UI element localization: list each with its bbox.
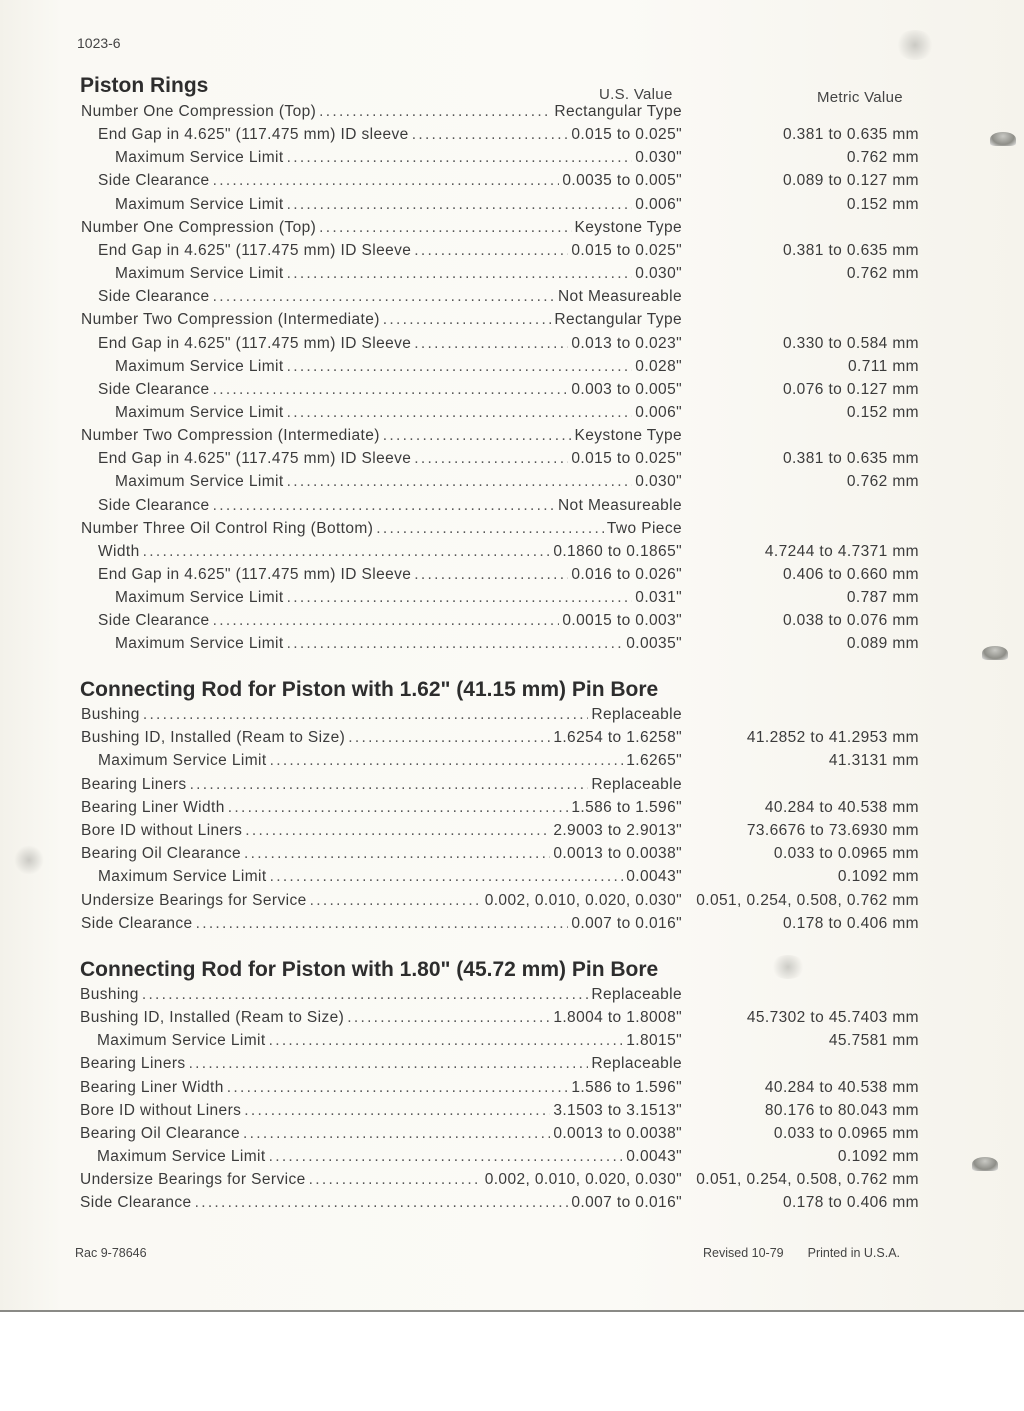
us-value: 0.015 to 0.025" [571, 241, 682, 259]
leader-dots [243, 1125, 550, 1143]
spec-row [0, 1102, 1024, 1124]
metric-value: 40.284 to 40.538 mm [764, 1078, 919, 1096]
leader-dots [287, 404, 633, 422]
smudge-mark [770, 955, 806, 979]
us-value: 1.6254 to 1.6258" [553, 729, 682, 747]
spec-row [0, 799, 1024, 821]
spec-row [0, 1079, 1024, 1101]
leader-dots [414, 335, 568, 353]
spec-line [81, 915, 682, 933]
smudge-mark [14, 845, 44, 875]
page-code: 1023-6 [77, 35, 121, 51]
leader-dots [269, 1032, 624, 1050]
metric-value: 80.176 to 80.043 mm [764, 1101, 919, 1119]
spec-line [98, 288, 682, 306]
leader-dots [213, 172, 560, 190]
spec-label: Bearing Liners [81, 775, 187, 793]
metric-value: 0.406 to 0.660 mm [782, 566, 919, 583]
us-value: 0.006" [635, 195, 682, 213]
leader-dots [348, 729, 550, 747]
spec-label: Maximum Service Limit [115, 265, 284, 283]
spec-line [97, 1032, 682, 1050]
spec-label: Bore ID without Liners [80, 1101, 242, 1119]
leader-dots [213, 497, 555, 515]
us-value: Not Measureable [557, 496, 682, 514]
spec-row [0, 868, 1024, 890]
metric-value: 0.1092 mm [837, 1148, 919, 1166]
us-value: 1.6265" [626, 752, 682, 770]
us-value: 0.030" [635, 149, 682, 167]
metric-value: 0.089 mm [846, 635, 919, 653]
us-value: 1.586 to 1.596" [571, 798, 682, 816]
metric-value: 0.381 to 0.635 mm [782, 241, 919, 259]
us-value: Replaceable [591, 775, 682, 793]
spec-line [115, 265, 682, 283]
us-value: 0.030" [635, 265, 682, 283]
us-value: 0.031" [635, 589, 682, 607]
spec-row [0, 566, 1024, 588]
spec-label: Undersize Bearings for Service [80, 1171, 306, 1189]
leader-dots [213, 612, 560, 630]
spec-label: Number One Compression (Top) [81, 218, 317, 236]
spec-label: Maximum Service Limit [115, 403, 284, 421]
leader-dots [383, 311, 552, 329]
us-value: 0.002, 0.010, 0.020, 0.030" [484, 891, 682, 909]
leader-dots [287, 635, 624, 653]
metric-value: 73.6676 to 73.6930 mm [746, 822, 919, 839]
spec-line [80, 1079, 682, 1097]
spec-label: Side Clearance [80, 1194, 192, 1212]
spec-row [0, 1032, 1024, 1054]
spec-label: Bore ID without Liners [81, 822, 243, 839]
spec-row [0, 1125, 1024, 1147]
us-value: 0.0013 to 0.0038" [553, 845, 682, 863]
spec-row [0, 450, 1024, 472]
us-value: 0.0043" [626, 868, 682, 886]
spec-label: End Gap in 4.625" (117.475 mm) ID Sleeve [98, 566, 412, 583]
leader-dots [287, 589, 633, 607]
us-value: 0.002, 0.010, 0.020, 0.030" [484, 1171, 682, 1189]
spec-label: Maximum Service Limit [115, 149, 284, 167]
leader-dots [269, 1148, 624, 1166]
spec-label: Number Three Oil Control Ring (Bottom) [81, 519, 374, 537]
spec-line [80, 1009, 682, 1027]
us-value: 0.016 to 0.026" [571, 566, 682, 583]
spec-label: Undersize Bearings for Service [81, 891, 307, 909]
spec-line [115, 635, 682, 653]
leader-dots [244, 845, 550, 863]
spec-line [98, 752, 682, 770]
spec-line [80, 1171, 682, 1189]
leader-dots [143, 543, 551, 561]
spec-line [81, 706, 682, 724]
punch-hole-mark [990, 132, 1016, 146]
spec-row [0, 196, 1024, 218]
spec-label: End Gap in 4.625" (117.475 mm) ID Sleeve [98, 450, 412, 468]
spec-line [98, 612, 682, 630]
us-value: 0.0035 to 0.005" [562, 172, 682, 190]
spec-line [81, 427, 682, 445]
leader-dots [383, 427, 572, 445]
leader-dots [213, 381, 569, 399]
spec-row [0, 520, 1024, 542]
us-value: Rectangular Type [554, 311, 682, 329]
us-value: 0.030" [635, 473, 682, 491]
spec-line [97, 1148, 682, 1166]
metric-value: 0.033 to 0.0965 mm [773, 845, 919, 863]
spec-line [98, 868, 682, 886]
spec-row [0, 149, 1024, 171]
us-value: 0.0035" [626, 635, 682, 653]
metric-value: 0.033 to 0.0965 mm [773, 1124, 919, 1142]
us-value-header: U.S. Value [599, 86, 673, 103]
spec-row [0, 358, 1024, 380]
spec-row [0, 1194, 1024, 1216]
punch-hole-mark [972, 1157, 998, 1171]
us-value: 3.1503 to 3.1513" [553, 1101, 682, 1119]
spec-row [0, 892, 1024, 914]
spec-row [0, 845, 1024, 867]
spec-label: Bearing Oil Clearance [80, 1124, 241, 1142]
leader-dots [213, 288, 555, 306]
spec-line [80, 1055, 682, 1073]
spec-label: Number Two Compression (Intermediate) [81, 311, 380, 329]
metric-value: 0.762 mm [846, 149, 919, 167]
spec-label: Bearing Liners [80, 1055, 186, 1073]
spec-label: Bearing Liner Width [81, 798, 225, 816]
spec-row [0, 103, 1024, 125]
spec-row [0, 986, 1024, 1008]
us-value: 0.0015 to 0.003" [562, 612, 682, 630]
spec-label: Maximum Service Limit [98, 752, 267, 770]
footer-revised: Revised 10-79 [703, 1246, 784, 1260]
spec-row [0, 776, 1024, 798]
leader-dots [189, 1055, 589, 1073]
leader-dots [245, 822, 550, 840]
leader-dots [190, 776, 589, 794]
spec-label: Maximum Service Limit [115, 357, 284, 375]
spec-line [98, 381, 682, 399]
spec-row [0, 822, 1024, 844]
spec-label: Bushing [80, 986, 139, 1003]
spec-row [0, 172, 1024, 194]
spec-row [0, 612, 1024, 634]
spec-label: Side Clearance [98, 380, 210, 398]
spec-row [0, 543, 1024, 565]
metric-value: 45.7581 mm [828, 1032, 919, 1050]
leader-dots [414, 566, 568, 584]
leader-dots [287, 358, 633, 376]
spec-label: End Gap in 4.625" (117.475 mm) ID Sleeve [98, 334, 412, 352]
metric-value: 41.3131 mm [828, 752, 919, 770]
spec-row [0, 1055, 1024, 1077]
spec-row [0, 915, 1024, 937]
us-value: Replaceable [591, 986, 682, 1003]
spec-line [81, 219, 682, 237]
metric-value: 0.330 to 0.584 mm [782, 334, 919, 352]
metric-value: 0.051, 0.254, 0.508, 0.762 mm [696, 1171, 919, 1189]
spec-label: Number One Compression (Top) [81, 103, 317, 120]
leader-dots [196, 915, 569, 933]
leader-dots [287, 473, 633, 491]
spec-label: Maximum Service Limit [97, 1032, 266, 1050]
us-value: 0.013 to 0.023" [571, 334, 682, 352]
leader-dots [142, 986, 589, 1004]
us-value: 1.8004 to 1.8008" [553, 1009, 682, 1027]
spec-line [81, 892, 682, 910]
us-value: 0.028" [635, 357, 682, 375]
spec-row [0, 335, 1024, 357]
spec-row [0, 381, 1024, 403]
section-title-piston-rings: Piston Rings [80, 74, 209, 97]
spec-row [0, 288, 1024, 310]
us-value: 0.0013 to 0.0038" [553, 1124, 682, 1142]
spec-line [115, 196, 682, 214]
metric-value-header: Metric Value [817, 89, 903, 106]
spec-line [115, 473, 682, 491]
spec-label: Maximum Service Limit [97, 1148, 266, 1166]
spec-row [0, 1009, 1024, 1031]
us-value: 0.007 to 0.016" [571, 1194, 682, 1212]
leader-dots [319, 219, 571, 237]
spec-label: Side Clearance [98, 172, 210, 190]
scan-margin [0, 1310, 1024, 1411]
metric-value: 0.762 mm [846, 265, 919, 283]
spec-line [98, 172, 682, 190]
metric-value: 0.038 to 0.076 mm [782, 612, 919, 630]
spec-row [0, 311, 1024, 333]
leader-dots [287, 196, 633, 214]
leader-dots [227, 1079, 569, 1097]
spec-line [81, 799, 682, 817]
leader-dots [287, 265, 633, 283]
leader-dots [376, 520, 604, 538]
spec-row [0, 219, 1024, 241]
spec-label: Bushing ID, Installed (Ream to Size) [80, 1009, 345, 1027]
us-value: Not Measureable [557, 288, 682, 306]
metric-value: 0.051, 0.254, 0.508, 0.762 mm [696, 891, 919, 909]
spec-label: Bearing Oil Clearance [81, 845, 242, 863]
spec-line [98, 126, 682, 144]
spec-line [81, 822, 682, 840]
us-value: 1.586 to 1.596" [571, 1078, 682, 1096]
spec-row [0, 635, 1024, 657]
spec-row [0, 404, 1024, 426]
spec-row [0, 729, 1024, 751]
leader-dots [309, 1171, 482, 1189]
leader-dots [143, 706, 589, 724]
footer-print-info [703, 1246, 924, 1260]
footer-printed: Printed in U.S.A. [807, 1246, 901, 1260]
smudge-mark [895, 30, 935, 60]
leader-dots [228, 799, 569, 817]
spec-row [0, 1171, 1024, 1193]
punch-hole-mark [982, 646, 1008, 660]
spec-row [0, 427, 1024, 449]
spec-label: Maximum Service Limit [115, 195, 284, 213]
spec-label: Maximum Service Limit [115, 473, 284, 491]
metric-value: 0.178 to 0.406 mm [782, 914, 919, 932]
spec-line [98, 566, 682, 584]
spec-label: Maximum Service Limit [115, 589, 284, 607]
footer-part-number: Rac 9-78646 [75, 1246, 147, 1260]
section-title-rod-180: Connecting Rod for Piston with 1.80" (45.72 mm) Pin Bore [80, 958, 659, 981]
leader-dots [412, 126, 569, 144]
spec-label: Side Clearance [98, 496, 210, 514]
leader-dots [270, 752, 624, 770]
spec-line [81, 311, 682, 329]
us-value: 0.006" [635, 403, 682, 421]
leader-dots [319, 103, 551, 121]
spec-label: Number Two Compression (Intermediate) [81, 427, 380, 445]
spec-label: Side Clearance [98, 612, 210, 630]
spec-line [98, 497, 682, 515]
metric-value: 0.762 mm [846, 473, 919, 491]
spec-label: Side Clearance [98, 288, 210, 306]
spec-label: End Gap in 4.625" (117.475 mm) ID sleeve [98, 126, 409, 144]
us-value: Replaceable [591, 706, 682, 723]
metric-value: 0.787 mm [846, 589, 919, 607]
metric-value: 0.152 mm [846, 195, 919, 213]
us-value: 0.007 to 0.016" [571, 914, 682, 932]
spec-label: Maximum Service Limit [115, 635, 284, 653]
spec-label: End Gap in 4.625" (117.475 mm) ID Sleeve [98, 241, 412, 259]
leader-dots [270, 868, 624, 886]
spec-line [98, 450, 682, 468]
spec-line [81, 520, 682, 538]
us-value: 0.015 to 0.025" [571, 126, 682, 144]
spec-line [81, 776, 682, 794]
leader-dots [310, 892, 482, 910]
us-value: 0.1860 to 0.1865" [553, 542, 682, 560]
spec-line [81, 729, 682, 747]
metric-value: 0.1092 mm [837, 868, 919, 886]
leader-dots [347, 1009, 550, 1027]
us-value: 0.003 to 0.005" [571, 380, 682, 398]
metric-value: 0.089 to 0.127 mm [782, 172, 919, 190]
spec-label: Bushing [81, 706, 140, 723]
spec-line [98, 543, 682, 561]
us-value: Rectangular Type [554, 103, 682, 120]
metric-value: 4.7244 to 4.7371 mm [764, 542, 919, 560]
us-value: Two Piece [606, 519, 682, 537]
section-title-rod-162: Connecting Rod for Piston with 1.62" (41.15 mm) Pin Bore [80, 678, 659, 701]
spec-line [98, 335, 682, 353]
spec-row [0, 1148, 1024, 1170]
metric-value: 0.381 to 0.635 mm [782, 450, 919, 468]
leader-dots [414, 450, 568, 468]
metric-value: 0.711 mm [848, 357, 919, 375]
metric-value: 0.076 to 0.127 mm [782, 380, 919, 398]
us-value: Replaceable [591, 1055, 682, 1073]
leader-dots [414, 242, 568, 260]
metric-value: 0.152 mm [846, 403, 919, 421]
spec-row [0, 497, 1024, 519]
spec-line [81, 103, 682, 121]
metric-value: 45.7302 to 45.7403 mm [746, 1009, 919, 1027]
us-value: Keystone Type [574, 218, 682, 236]
spec-line [80, 1125, 682, 1143]
spec-label: Width [98, 542, 140, 560]
spec-row [0, 706, 1024, 728]
spec-row [0, 265, 1024, 287]
spec-line [115, 589, 682, 607]
metric-value: 0.178 to 0.406 mm [782, 1194, 919, 1212]
us-value: 1.8015" [626, 1032, 682, 1050]
metric-value: 40.284 to 40.538 mm [764, 798, 919, 816]
spec-row [0, 242, 1024, 264]
leader-dots [195, 1194, 569, 1212]
leader-dots [287, 149, 633, 167]
spec-line [80, 1194, 682, 1212]
us-value: Keystone Type [574, 427, 682, 445]
spec-row [0, 752, 1024, 774]
us-value: 0.015 to 0.025" [571, 450, 682, 468]
spec-row [0, 589, 1024, 611]
spec-line [115, 149, 682, 167]
spec-line [98, 242, 682, 260]
spec-line [115, 358, 682, 376]
us-value: 2.9003 to 2.9013" [553, 822, 682, 839]
us-value: 0.0043" [626, 1148, 682, 1166]
spec-label: Maximum Service Limit [98, 868, 267, 886]
spec-line [80, 986, 682, 1004]
spec-line [81, 845, 682, 863]
spec-line [115, 404, 682, 422]
metric-value: 41.2852 to 41.2953 mm [746, 729, 919, 747]
spec-line [80, 1102, 682, 1120]
spec-label: Bearing Liner Width [80, 1078, 224, 1096]
spec-row [0, 473, 1024, 495]
spec-label: Bushing ID, Installed (Ream to Size) [81, 729, 346, 747]
spec-row [0, 126, 1024, 148]
metric-value: 0.381 to 0.635 mm [782, 126, 919, 144]
spec-label: Side Clearance [81, 914, 193, 932]
leader-dots [244, 1102, 550, 1120]
